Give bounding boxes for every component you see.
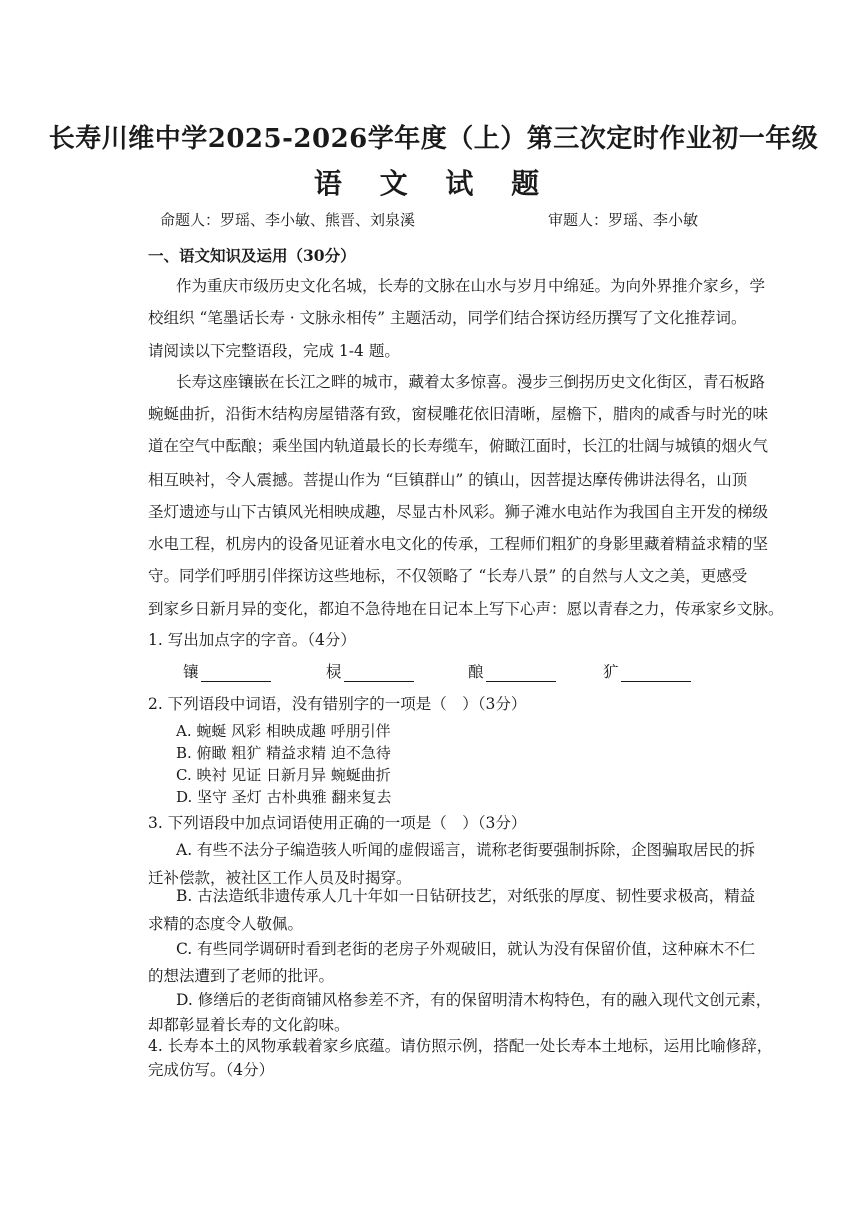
blank-char: 镶 bbox=[183, 663, 199, 681]
answer-blank[interactable] bbox=[201, 665, 271, 682]
q3-line: D. 修缮后的老街商铺风格参差不齐，有的保留明清木构特色，有的融入现代文创元素， bbox=[176, 991, 772, 1009]
question-1-stem: 1. 写出加点字的字音。（4分） bbox=[148, 631, 356, 649]
blank-item bbox=[603, 660, 691, 682]
blank-char: 棂 bbox=[326, 663, 342, 681]
pinyin-blanks bbox=[0, 660, 867, 684]
q3-line: 求精的态度令人敬佩。 bbox=[148, 915, 304, 933]
question-2-stem: 2. 下列语段中词语，没有错别字的一项是（ ）（3分） bbox=[148, 695, 527, 713]
blank-char: 酿 bbox=[468, 663, 484, 681]
q3-line: 迁补偿款，被社区工作人员及时揭穿。 bbox=[148, 869, 412, 887]
q3-line: 却都彰显着长寿的文化韵味。 bbox=[148, 1016, 350, 1034]
passage-line: 道在空气中酝酿；乘坐国内轨道最长的长寿缆车，俯瞰江面时，长江的壮阔与城镇的烟火气 bbox=[148, 437, 769, 455]
q3-line: A. 有些不法分子编造骇人听闻的虚假谣言，谎称老街要强制拆除，企图骗取居民的拆 bbox=[176, 841, 756, 859]
option-a: A. 蜿蜒 风彩 相映成趣 呼朋引伴 bbox=[176, 722, 391, 740]
answer-blank[interactable] bbox=[486, 665, 556, 682]
passage-line: 到家乡日新月异的变化，都迫不急待地在日记本上写下心声：愿以青春之力，传承家乡文脉。 bbox=[148, 600, 784, 618]
intro-line: 作为重庆市级历史文化名城，长寿的文脉在山水与岁月中绵延。为向外界推介家乡，学 bbox=[176, 277, 766, 295]
passage-line: 相互映衬，令人震撼。菩提山作为 “巨镇群山” 的镇山，因菩提达摩传佛讲法得名，山顶 bbox=[148, 471, 748, 489]
blank-item bbox=[183, 660, 271, 682]
question-4-stem: 4. 长寿本土的风物承载着家乡底蕴。请仿照示例，搭配一处长寿本土地标，运用比喻修辞， bbox=[148, 1037, 773, 1055]
answer-blank[interactable] bbox=[344, 665, 414, 682]
section-heading: 一、语文知识及运用（30分） bbox=[148, 246, 356, 265]
q3-line: C. 有些同学调研时看到老街的老房子外观破旧，就认为没有保留价值，这种麻木不仁 bbox=[176, 940, 756, 958]
reviewers: 审题人：罗瑶、李小敏 bbox=[548, 211, 699, 229]
intro-line: 校组织 “笔墨话长寿 · 文脉永相传” 主题活动，同学们结合探访经历撰写了文化推荐词。 bbox=[148, 309, 747, 327]
q3-line: B. 古法造纸非遗传承人几十年如一日钻研技艺，对纸张的厚度、韧性要求极高，精益 bbox=[176, 887, 756, 905]
blank-item bbox=[326, 660, 414, 682]
subject-title: 语 文 试 题 bbox=[313, 167, 554, 200]
passage-line: 长寿这座镶嵌在长江之畔的城市，藏着太多惊喜。漫步三倒拐历史文化街区，青石板路 bbox=[176, 373, 766, 391]
intro-line: 请阅读以下完整语段，完成 1-4 题。 bbox=[148, 342, 400, 360]
option-b: B. 俯瞰 粗犷 精益求精 迫不急待 bbox=[176, 744, 391, 762]
passage-line: 水电工程，机房内的设备见证着水电文化的传承，工程师们粗犷的身影里藏着精益求精的坚 bbox=[148, 535, 769, 553]
passage-line: 守。同学们呼朋引伴探访这些地标，不仅领略了 “长寿八景” 的自然与人文之美，更感受 bbox=[148, 567, 748, 585]
question-4-stem: 完成仿写。（4分） bbox=[148, 1061, 275, 1079]
option-c: C. 映衬 见证 日新月异 蜿蜒曲折 bbox=[176, 766, 391, 784]
question-setters: 命题人：罗瑶、李小敏、熊晋、刘泉溪 bbox=[160, 211, 416, 229]
q3-line: 的想法遭到了老师的批评。 bbox=[148, 967, 335, 985]
passage-line: 圣灯遗迹与山下古镇风光相映成趣，尽显古朴风彩。狮子滩水电站作为我国自主开发的梯级 bbox=[148, 503, 769, 521]
passage-line: 蜿蜒曲折，沿街木结构房屋错落有致，窗棂雕花依旧清晰，屋檐下，腊肉的咸香与时光的味 bbox=[148, 405, 769, 423]
answer-blank[interactable] bbox=[621, 665, 691, 682]
blank-char: 犷 bbox=[603, 663, 619, 681]
question-3-stem: 3. 下列语段中加点词语使用正确的一项是（ ）（3分） bbox=[148, 814, 527, 832]
option-d: D. 坚守 圣灯 古朴典雅 翻来复去 bbox=[176, 788, 392, 806]
blank-item bbox=[468, 660, 556, 682]
exam-title: 长寿川维中学2025-2026学年度（上）第三次定时作业初一年级 bbox=[48, 124, 819, 154]
